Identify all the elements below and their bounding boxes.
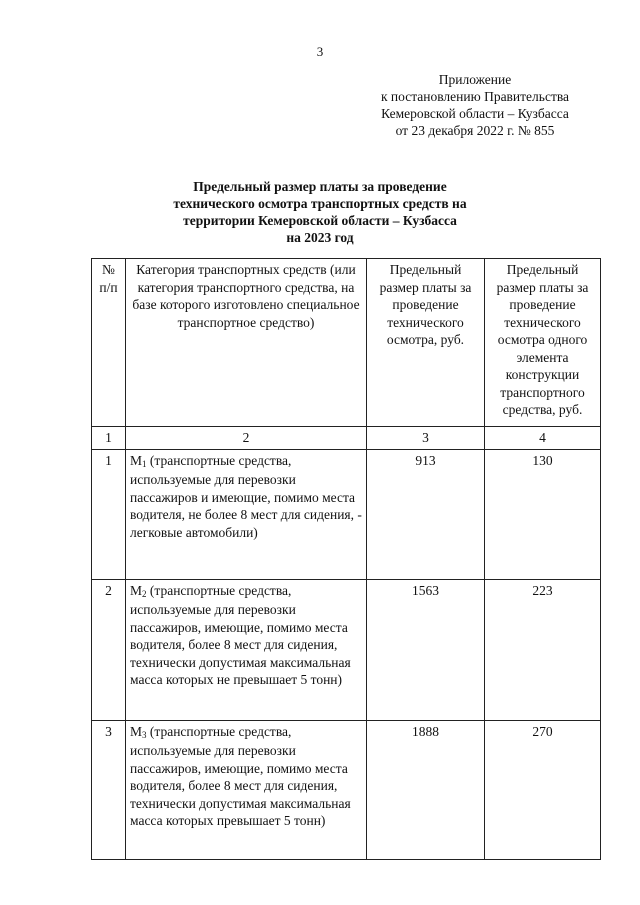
table-row: [92, 720, 601, 859]
element-fee-value: 223: [485, 579, 601, 720]
page-number: 3: [316, 44, 324, 59]
table-header-row: [92, 259, 601, 427]
appendix-line-1: Приложение: [438, 72, 512, 87]
appendix-line-4: от 23 декабря 2022 г. № 855: [395, 123, 555, 138]
category-text: (транспортные средства, используемые для перевозки пассажиров, имеющие, помимо места водителя, более 8 мест для сидения, технически допустимая максимальная масса которых не превышает 5 тонн): [130, 582, 351, 687]
column-number: 2: [126, 427, 367, 450]
column-number: 3: [367, 427, 485, 450]
element-fee-value: 270: [485, 720, 601, 859]
table-row: [92, 579, 601, 720]
header-element-fee: Предельный размер платы за проведение технического осмотра одного элемента конструкции транспортного средства, руб.: [485, 259, 601, 427]
category-cell: [126, 579, 367, 720]
appendix-line-2: к постановлению Правительства: [380, 89, 570, 104]
header-category: Категория транспортных средств (или категория транспортного средства, на базе которого изготовлено специальное транспортное средство): [126, 259, 367, 427]
category-cell: [126, 449, 367, 579]
title-line-2: технического осмотра транспортных средств на: [173, 196, 467, 211]
category-subscript: 3: [142, 729, 147, 740]
row-number: 3: [92, 720, 126, 859]
header-number: № п/п: [92, 259, 126, 427]
title-line-4: на 2023 год: [286, 230, 354, 245]
category-code: М: [130, 452, 143, 468]
fee-value: 1563: [367, 579, 485, 720]
category-code: М: [130, 582, 143, 598]
column-number: 4: [485, 427, 601, 450]
category-code: М: [130, 723, 143, 739]
element-fee-value: 130: [485, 449, 601, 579]
title-line-3: территории Кемеровской области – Кузбасса: [183, 213, 457, 228]
document-title: [120, 178, 520, 246]
fee-value: 913: [367, 449, 485, 579]
column-number: 1: [92, 427, 126, 450]
header-fee: Предельный размер платы за проведение технического осмотра, руб.: [367, 259, 485, 427]
row-number: 2: [92, 579, 126, 720]
fee-table: [91, 258, 601, 860]
fee-value: 1888: [367, 720, 485, 859]
category-subscript: 2: [142, 588, 147, 599]
category-text: (транспортные средства, используемые для перевозки пассажиров, имеющие, помимо места водителя, более 8 мест для сидения, технически допустимая максимальная масса которых превышает 5 тонн): [130, 723, 351, 828]
column-number-row: [92, 427, 601, 450]
category-cell: [126, 720, 367, 859]
title-line-1: Предельный размер платы за проведение: [193, 179, 447, 194]
appendix-line-3: Кемеровской области – Кузбасса: [381, 106, 569, 121]
row-number: 1: [92, 449, 126, 579]
category-text: (транспортные средства, используемые для перевозки пассажиров и имеющие, помимо места водителя, не более 8 мест для сидения, - легковые автомобили): [130, 452, 362, 540]
table-row: [92, 449, 601, 579]
category-subscript: 1: [142, 458, 147, 469]
appendix-block: [330, 71, 620, 139]
